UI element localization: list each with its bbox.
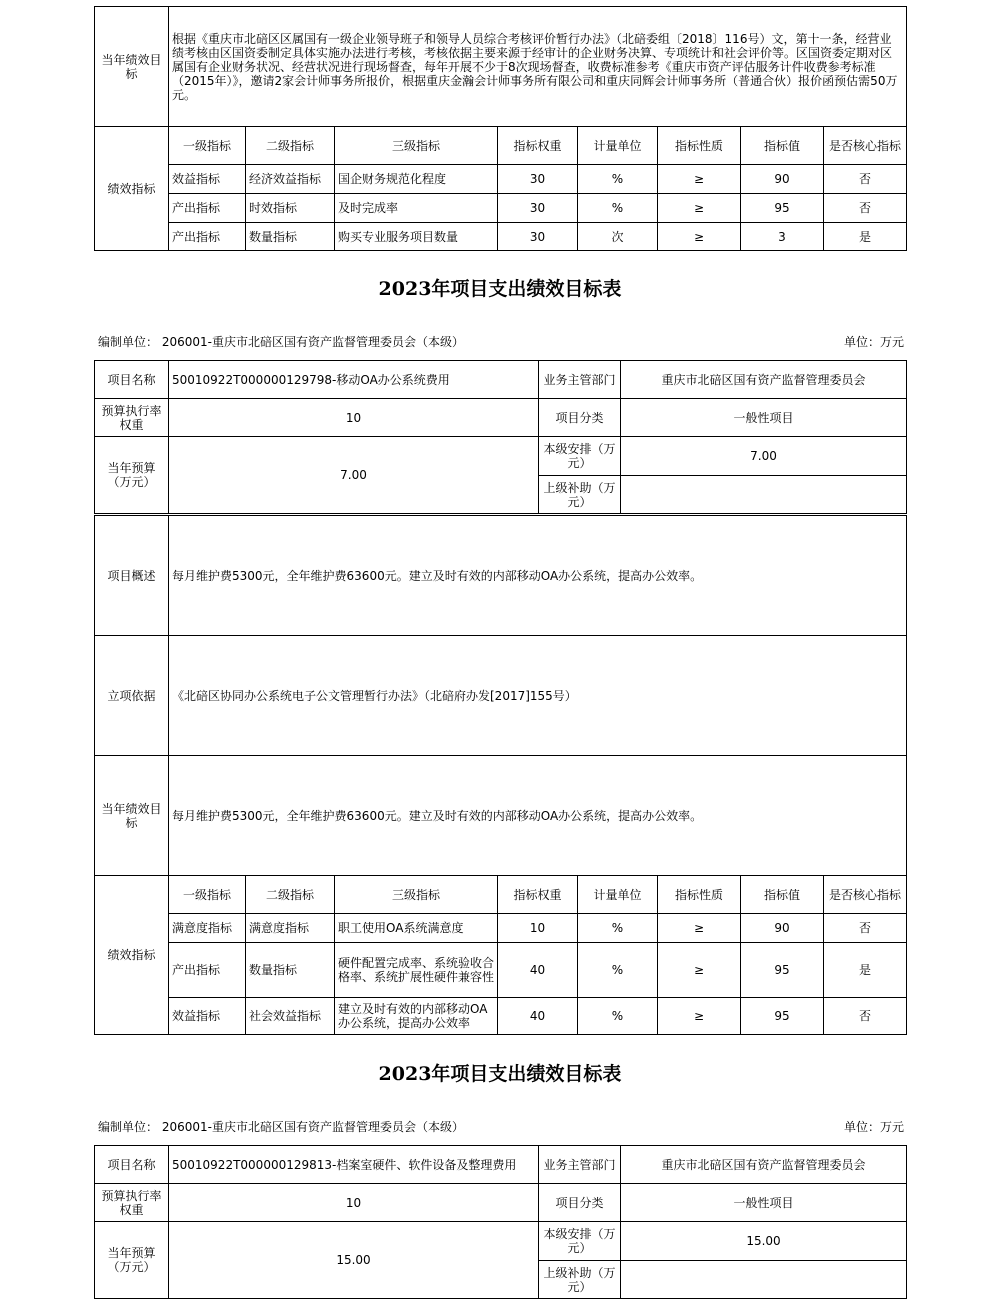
overview-label: 项目概述 (95, 516, 169, 636)
header-lvl3: 三级指标 (335, 127, 498, 165)
sub-value (621, 476, 907, 514)
org-label: 编制单位： 206001-重庆市北碚区国有资产监督管理委员会（本级） (98, 1120, 464, 1134)
cell-nature: ≥ (658, 194, 741, 223)
header-lvl3: 三级指标 (335, 876, 498, 914)
exec-weight-value: 10 (169, 1184, 539, 1222)
unit-label: 单位：万元 (843, 1120, 904, 1134)
cell-weight: 40 (498, 943, 578, 998)
proj-name-label: 项目名称 (95, 361, 169, 399)
table-row (95, 914, 907, 943)
budget-value: 7.00 (169, 437, 539, 514)
sub-value (621, 1261, 907, 1299)
cell-lvl1: 效益指标 (169, 165, 246, 194)
goal-text: 每月维护费5300元，全年维护费63600元。建立及时有效的内部移动OA办公系统，提高办公效率。 (169, 756, 907, 876)
cell-core: 否 (824, 194, 907, 223)
page-title: 2023年项目支出绩效目标表 (378, 278, 622, 300)
category-value: 一般性项目 (621, 1184, 907, 1222)
cell-value: 90 (741, 165, 824, 194)
cell-unit: % (578, 914, 658, 943)
header-unit: 计量单位 (578, 876, 658, 914)
own-value: 7.00 (621, 437, 907, 476)
header-weight: 指标权重 (498, 127, 578, 165)
category-label: 项目分类 (539, 1184, 621, 1222)
category-value: 一般性项目 (621, 399, 907, 437)
perf-label: 绩效指标 (95, 127, 169, 251)
header-lvl1: 一级指标 (169, 127, 246, 165)
perf-label: 绩效指标 (95, 876, 169, 1035)
budget-value: 15.00 (169, 1222, 539, 1299)
section2-main-table (94, 515, 907, 1035)
cell-lvl3: 建立及时有效的内部移动OA办公系统，提高办公效率 (335, 998, 498, 1035)
cell-lvl2: 经济效益指标 (246, 165, 335, 194)
cell-unit: % (578, 165, 658, 194)
header-core: 是否核心指标 (824, 127, 907, 165)
cell-value: 3 (741, 223, 824, 251)
table-row (95, 165, 907, 194)
cell-core: 否 (824, 998, 907, 1035)
table-row (95, 998, 907, 1035)
cell-core: 是 (824, 943, 907, 998)
goal-label: 当年绩效目标 (95, 7, 169, 127)
proj-name-value: 50010922T000000129813-档案室硬件、软件设备及整理费用 (169, 1146, 539, 1184)
basis-text: 《北碚区协同办公系统电子公文管理暂行办法》（北碚府办发[2017]155号） (169, 636, 907, 756)
org-row (98, 1118, 904, 1135)
header-weight: 指标权重 (498, 876, 578, 914)
exec-weight-label: 预算执行率权重 (95, 1184, 169, 1222)
cell-lvl1: 产出指标 (169, 943, 246, 998)
cell-value: 95 (741, 998, 824, 1035)
org-row (98, 333, 904, 350)
cell-lvl2: 社会效益指标 (246, 998, 335, 1035)
header-nature: 指标性质 (658, 876, 741, 914)
cell-nature: ≥ (658, 943, 741, 998)
sub-label: 上级补助（万元） (539, 476, 621, 514)
cell-lvl1: 满意度指标 (169, 914, 246, 943)
section3-info-table (94, 1145, 907, 1299)
dept-value: 重庆市北碚区国有资产监督管理委员会 (621, 1146, 907, 1184)
dept-label: 业务主管部门 (539, 1146, 621, 1184)
table-row (95, 223, 907, 251)
cell-nature: ≥ (658, 914, 741, 943)
cell-nature: ≥ (658, 998, 741, 1035)
cell-weight: 10 (498, 914, 578, 943)
cell-weight: 30 (498, 165, 578, 194)
cell-nature: ≥ (658, 223, 741, 251)
header-lvl2: 二级指标 (246, 127, 335, 165)
own-label: 本级安排（万元） (539, 437, 621, 476)
dept-value: 重庆市北碚区国有资产监督管理委员会 (621, 361, 907, 399)
cell-lvl3: 及时完成率 (335, 194, 498, 223)
exec-weight-label: 预算执行率权重 (95, 399, 169, 437)
cell-nature: ≥ (658, 165, 741, 194)
cell-lvl2: 满意度指标 (246, 914, 335, 943)
cell-lvl3: 职工使用OA系统满意度 (335, 914, 498, 943)
header-lvl1: 一级指标 (169, 876, 246, 914)
cell-core: 否 (824, 914, 907, 943)
cell-unit: % (578, 194, 658, 223)
basis-label: 立项依据 (95, 636, 169, 756)
unit-label: 单位：万元 (843, 335, 904, 349)
budget-label: 当年预算（万元） (95, 437, 169, 514)
table-row (95, 194, 907, 223)
header-value: 指标值 (741, 876, 824, 914)
header-value: 指标值 (741, 127, 824, 165)
section1-table (94, 6, 907, 251)
cell-unit: % (578, 943, 658, 998)
budget-label: 当年预算（万元） (95, 1222, 169, 1299)
proj-name-label: 项目名称 (95, 1146, 169, 1184)
overview-text: 每月维护费5300元，全年维护费63600元。建立及时有效的内部移动OA办公系统，提高办公效率。 (169, 516, 907, 636)
category-label: 项目分类 (539, 399, 621, 437)
cell-lvl2: 时效指标 (246, 194, 335, 223)
section2-info-table (94, 360, 907, 514)
cell-weight: 30 (498, 194, 578, 223)
own-value: 15.00 (621, 1222, 907, 1261)
cell-lvl1: 产出指标 (169, 194, 246, 223)
cell-weight: 30 (498, 223, 578, 251)
cell-weight: 40 (498, 998, 578, 1035)
header-nature: 指标性质 (658, 127, 741, 165)
cell-lvl2: 数量指标 (246, 223, 335, 251)
cell-value: 95 (741, 943, 824, 998)
cell-value: 95 (741, 194, 824, 223)
exec-weight-value: 10 (169, 399, 539, 437)
cell-unit: % (578, 998, 658, 1035)
cell-unit: 次 (578, 223, 658, 251)
cell-value: 90 (741, 914, 824, 943)
goal-text: 根据《重庆市北碚区区属国有一级企业领导班子和领导人员综合考核评价暂行办法》（北碚委组〔2018〕116号）文，第十一条，经营业绩考核由区国资委制定具体实施办法进行考核，考核依据主要来源于经审计的企业财务决算、专项统计和社会评价等。区国资委定期对区属国有企业财务状况、经营状况进行现场督查，每年开展不少于8次现场督查，收费标准参考《重庆市资产评估服务计件收费参考标准（2015年）》，邀请2家会计师事务所报价，根据重庆金瀚会计师事务所有限公司和重庆同辉会计师事务所（普通合伙）报价函预估需50万元。 (169, 7, 907, 127)
cell-lvl3: 硬件配置完成率、系统验收合格率、系统扩展性硬件兼容性 (335, 943, 498, 998)
cell-lvl1: 产出指标 (169, 223, 246, 251)
org-label: 编制单位： 206001-重庆市北碚区国有资产监督管理委员会（本级） (98, 335, 464, 349)
proj-name-value: 50010922T000000129798-移动OA办公系统费用 (169, 361, 539, 399)
cell-lvl1: 效益指标 (169, 998, 246, 1035)
table-row (95, 943, 907, 998)
own-label: 本级安排（万元） (539, 1222, 621, 1261)
header-lvl2: 二级指标 (246, 876, 335, 914)
goal-label: 当年绩效目标 (95, 756, 169, 876)
cell-core: 是 (824, 223, 907, 251)
cell-core: 否 (824, 165, 907, 194)
header-unit: 计量单位 (578, 127, 658, 165)
sub-label: 上级补助（万元） (539, 1261, 621, 1299)
dept-label: 业务主管部门 (539, 361, 621, 399)
cell-lvl3: 购买专业服务项目数量 (335, 223, 498, 251)
cell-lvl3: 国企财务规范化程度 (335, 165, 498, 194)
header-core: 是否核心指标 (824, 876, 907, 914)
page-title: 2023年项目支出绩效目标表 (378, 1063, 622, 1085)
cell-lvl2: 数量指标 (246, 943, 335, 998)
